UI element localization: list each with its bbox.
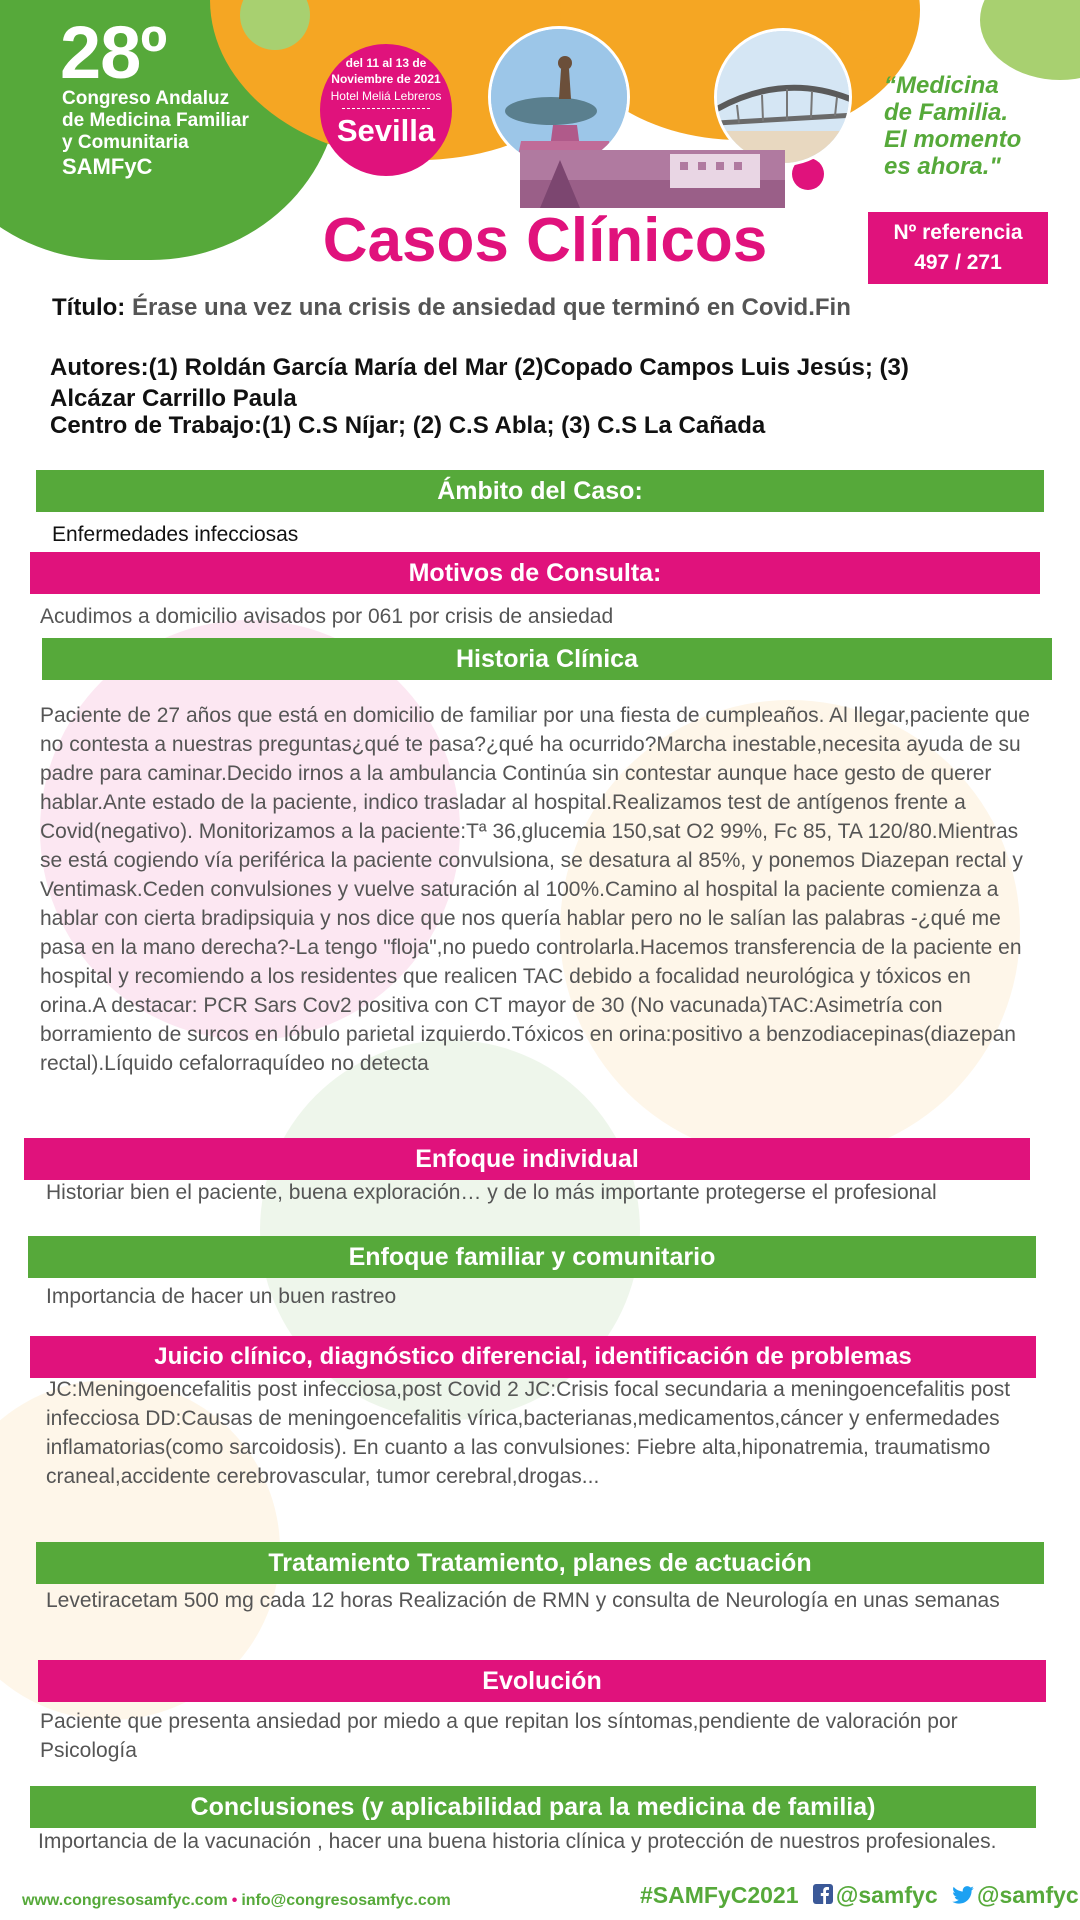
section-heading-evolucion: Evolución <box>38 1660 1046 1702</box>
footer-separator: • <box>231 1892 238 1909</box>
venue: Hotel Meliá Lebreros <box>330 89 442 103</box>
slogan-line: El momento <box>884 126 1022 153</box>
cityscape-image <box>520 150 785 208</box>
date-divider <box>342 108 430 109</box>
reference-value: 497 / 271 <box>914 251 1002 274</box>
slogan-line: de Familia. <box>884 99 1009 126</box>
congress-name <box>62 88 282 178</box>
section-heading-enfoque-familiar: Enfoque familiar y comunitario <box>28 1236 1036 1278</box>
monument-photo <box>488 26 630 168</box>
section-text-tratamiento: Levetiracetam 500 mg cada 12 horas Realización de RMN y consulta de Neurología en unas semanas <box>46 1589 1000 1612</box>
case-title <box>52 294 1052 322</box>
monument-illustration <box>491 29 630 168</box>
congress-number: 28º <box>60 11 167 94</box>
footer-social <box>640 1882 1079 1910</box>
authors-line: Alcázar Carrillo Paula <box>50 385 297 412</box>
twitter-icon <box>952 1883 974 1910</box>
facebook-icon <box>813 1883 833 1910</box>
slogan <box>884 72 1074 180</box>
section-heading-conclusiones: Conclusiones (y aplicabilidad para la medicina de familia) <box>30 1786 1036 1828</box>
reference-badge <box>868 212 1048 284</box>
section-text-juicio: JC:Meningoencefalitis post infecciosa,post Covid 2 JC:Crisis focal secundaria a meningoencefalitis post infecciosa DD:Causas de meningoencefalitis vírica,bacterianas,medicamentos,cáncer y enfermedades inflamatorias(como sarcoidosis). En cuanto a las convulsiones: Fiebre alta,hiponatremia, traumatismo craneal,accidente cerebrovascular, tumor cerebral,drogas... <box>46 1378 1011 1488</box>
date-line: del 11 al 13 de <box>345 56 427 70</box>
authors <box>50 352 1050 414</box>
section-text-ambito: Enfermedades infecciosas <box>52 523 299 546</box>
case-title-label: Título: <box>52 294 126 321</box>
date-line: Noviembre de 2021 <box>331 72 441 86</box>
organization-name: SAMFyC <box>62 154 153 179</box>
congress-name-line: Congreso Andaluz <box>62 88 230 109</box>
website-link[interactable]: www.congresosamfyc.com <box>22 1892 228 1909</box>
slogan-line: es ahora." <box>884 153 1001 180</box>
header-orange-circle <box>840 10 890 60</box>
page-title: Casos Clínicos <box>322 206 768 275</box>
congress-name-line: de Medicina Familiar <box>62 110 249 131</box>
slogan-line: “Medicina <box>884 72 999 99</box>
header-green-shape <box>980 0 1080 80</box>
section-text-enfoque-familiar: Importancia de hacer un buen rastreo <box>46 1285 397 1308</box>
section-text-evolucion: Paciente que presenta ansiedad por miedo a que repitan los síntomas,pendiente de valoración por Psicología <box>40 1710 958 1762</box>
authors-line: Autores:(1) Roldán García María del Mar (2)Copado Campos Luis Jesús; (3) <box>50 354 909 381</box>
cityscape-illustration <box>520 150 785 208</box>
section-text-historia: Paciente de 27 años que está en domicilio de familiar por una fiesta de cumpleaños. Al llegar,paciente que no contesta a nuestras preguntas¿qué te pasa?¿qué ha ocurrido?Marcha inestable,necesita ayuda de su padre para caminar.Decido irnos a la ambulancia Continúa sin contestar aunque hace gesto de querer hablar.Ante estado de la paciente, indico trasladar al hospital.Realizamos test de antígenos frente a Covid(negativo). Monitorizamos a la paciente:Tª 36,glucemia 150,sat O2 99%, Fc 85, TA 120/80.Mientras se está cogiendo vía periférica la paciente convulsiona, se desatura al 85%, y ponemos Diazepan rectal y Ventimask.Ceden convulsiones y vuelve saturación al 100%.Camino al hospital la paciente comienza a hablar con cierta bradipsiquia y nos dice que nos quería hablar pero no le salían las palabras -¿qué me pasa en la mano derecha?-La tengo "floja",no puedo controlarla.Hacemos transferencia de la paciente en hospital y recomiendo a los residentes que realicen TAC debido a focalidad neurológica y tóxicos en orina.A destacar: PCR Sars Cov2 positiva con CT mayor de 30 (No vacunada)TAC:Asimetría con borramiento de surcos en lóbulo parietal izquierdo.Tóxicos en orina:positivo a benzodiacepinas(diazepan rectal).Líquido cefalorraquídeo no detecta <box>40 704 1030 1075</box>
section-heading-enfoque-individual: Enfoque individual <box>24 1138 1030 1180</box>
case-title-value: Érase una vez una crisis de ansiedad que terminó en Covid.Fin <box>131 294 851 321</box>
section-heading-motivos: Motivos de Consulta: <box>30 552 1040 594</box>
facebook-handle[interactable]: @samfyc <box>835 1882 938 1908</box>
date-badge <box>320 44 452 176</box>
reference-label: Nº referencia <box>893 221 1023 244</box>
section-text-enfoque-individual: Historiar bien el paciente, buena exploración… y de lo más importante protegerse el profesional <box>46 1181 937 1204</box>
email-link[interactable]: info@congresosamfyc.com <box>241 1892 451 1909</box>
section-text-conclusiones: Importancia de la vacunación , hacer una buena historia clínica y protección de nuestros profesionales. <box>38 1830 997 1853</box>
section-heading-juicio: Juicio clínico, diagnóstico diferencial, identificación de problemas <box>30 1336 1036 1378</box>
city-name: Sevilla <box>336 113 436 148</box>
footer-contact <box>22 1892 451 1910</box>
congress-name-line: y Comunitaria <box>62 132 189 153</box>
section-heading-ambito: Ámbito del Caso: <box>36 470 1044 512</box>
bridge-photo <box>714 28 852 166</box>
bridge-illustration <box>717 31 852 166</box>
hashtag: #SAMFyC2021 <box>640 1882 799 1908</box>
work-center: Centro de Trabajo:(1) C.S Níjar; (2) C.S Abla; (3) C.S La Cañada <box>50 412 766 439</box>
congress-header <box>0 0 1080 210</box>
section-heading-historia: Historia Clínica <box>42 638 1052 680</box>
twitter-handle[interactable]: @samfyc <box>977 1882 1079 1908</box>
section-text-motivos: Acudimos a domicilio avisados por 061 por crisis de ansiedad <box>40 605 614 628</box>
section-heading-tratamiento: Tratamiento Tratamiento, planes de actuación <box>36 1542 1044 1584</box>
